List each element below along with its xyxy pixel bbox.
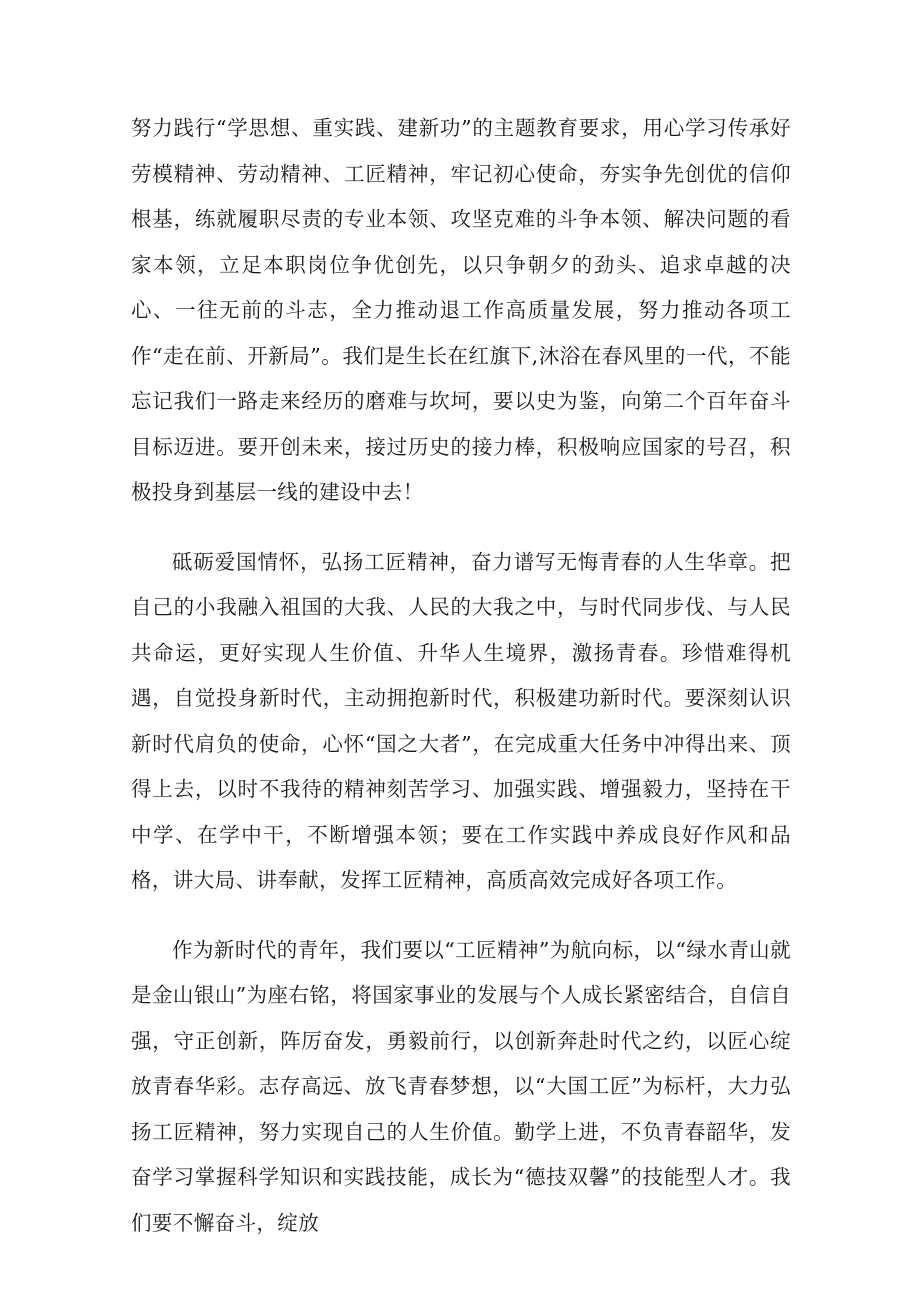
paragraph-2: 砥砺爱国情怀，弘扬工匠精神，奋力谱写无悔青春的人生华章。把自己的小我融入祖国的大我、人民的大我之中，与时代同步伐、与人民共命运，更好实现人生价值、升华人生境界，激扬青春。珍惜难得机遇，自觉投身新时代，主动拥抱新时代，积极建功新时代。要深刻认识新时代肩负的使命，心怀“国之大者”，在完成重大任务中冲得出来、顶得上去，以时不我待的精神刻苦学习、加强实践、增强毅力，坚持在干中学、在学中干，不断增强本领；要在工作实践中养成良好作风和品格，讲大局、讲奉献，发挥工匠精神，高质高效完成好各项工作。	[131, 549, 791, 892]
paragraph-3: 作为新时代的青年，我们要以“工匠精神”为航向标，以“绿水青山就是金山银山”为座右铭，将国家事业的发展与个人成长紧密结合，自信自强，守正创新，阵厉奋发，勇毅前行，以创新奔赴时代之约，以匠心绽放青春华彩。志存高远、放飞青春梦想，以“大国工匠”为标杆，大力弘扬工匠精神，努力实现自己的人生价值。勤学上进，不负青春韶华，发奋学习掌握科学知识和实践技能，成长为“德技双馨”的技能型人才。我们要不懈奋斗，绽放	[131, 937, 791, 1235]
document-body	[131, 106, 791, 1246]
paragraph-1: 努力践行“学思想、重实践、建新功”的主题教育要求，用心学习传承好劳模精神、劳动精神、工匠精神，牢记初心使命，夯实争先创优的信仰根基，练就履职尽责的专业本领、攻坚克难的斗争本领、解决问题的看家本领，立足本职岗位争优创先，以只争朝夕的劲头、追求卓越的决心、一往无前的斗志，全力推动退工作高质量发展，努力推动各项工作“走在前、开新局”。我们是生长在红旗下,沐浴在春风里的一代，不能忘记我们一路走来经历的磨难与坎坷，要以史为鉴，向第二个百年奋斗目标迈进。要开创未来，接过历史的接力棒，积极响应国家的号召，积极投身到基层一线的建设中去！	[131, 116, 791, 504]
